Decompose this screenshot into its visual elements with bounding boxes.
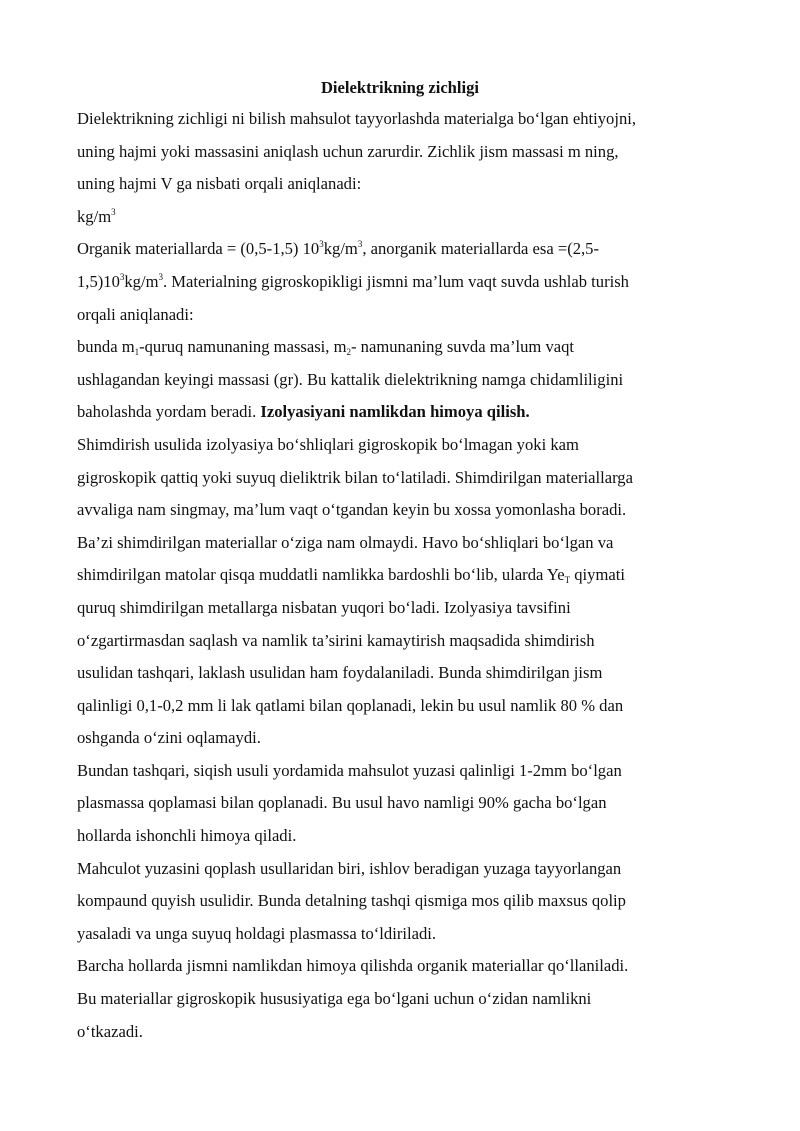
subscript: T	[564, 575, 571, 586]
text-line: Bundan tashqari, siqish usuli yordamida mahsulot yuzasi qalinligi 1-2mm bo‘lgan	[77, 760, 622, 780]
text-line: usulidan tashqari, laklash usulidan ham foydalaniladi. Bunda shimdirilgan jism	[77, 663, 603, 683]
text-span: -quruq namunaning massasi, m	[139, 337, 347, 357]
superscript: 3	[111, 206, 116, 217]
text-span: kg/m	[124, 271, 159, 291]
text-line	[77, 331, 737, 364]
superscript: 3	[119, 271, 125, 282]
text-span: . Materialning gigroskopikligi jismni ma’lum vaqt suvda ushlab turish	[163, 271, 629, 291]
text-span: baholashda yordam beradi.	[77, 402, 261, 422]
text-line: Barcha hollarda jismni namlikdan himoya qilishda organik materiallar qo‘llaniladi.	[77, 956, 629, 976]
superscript: 3	[357, 239, 363, 250]
text-line: uning hajmi yoki massasini aniqlash uchun zarurdir. Zichlik jism massasi m ning,	[77, 141, 619, 161]
text-line: qalinligi 0,1-0,2 mm li lak qatlami bilan qoplanadi, lekin bu usul namlik 80 % dan	[77, 695, 624, 715]
text-line	[77, 396, 737, 429]
text-span: bunda m	[77, 337, 135, 357]
text-line: Dielektrikning zichligi ni bilish mahsulot tayyorlashda materialga bo‘lgan ehtiyojni,	[77, 109, 636, 128]
text-line: yasaladi va unga suyuq holdagi plasmassa to‘ldiriladi.	[77, 923, 436, 943]
text-line: o‘tkazadi.	[77, 1021, 143, 1041]
text-line	[77, 201, 737, 234]
text-line: uning hajmi V ga nisbati orqali aniqlanadi:	[77, 174, 362, 194]
text-line: Ba’zi shimdirilgan materiallar o‘ziga nam olmaydi. Havo bo‘shliqlari bo‘lgan va	[77, 532, 614, 552]
text-line	[77, 233, 737, 266]
text-line: avvaliga nam singmay, ma’lum vaqt o‘tgandan keyin bu xossa yomonlasha boradi.	[77, 500, 627, 520]
subscript: 1	[134, 347, 140, 358]
text-line: plasmassa qoplamasi bilan qoplanadi. Bu usul havo namligi 90% gacha bo‘lgan	[77, 793, 607, 813]
subscript: 2	[346, 347, 351, 358]
superscript: 3	[319, 239, 324, 250]
text-span: , anorganik materiallarda esa =(2,5-	[362, 239, 599, 259]
text-line: hollarda ishonchli himoya qiladi.	[77, 826, 297, 846]
text-span: - namunaning suvda ma’lum vaqt	[351, 337, 575, 357]
text-line: Bu materiallar gigroskopik hususiyatiga ega bo‘lgani uchun o‘zidan namlikni	[77, 989, 592, 1009]
superscript: 3	[158, 271, 163, 282]
document-body	[77, 103, 737, 1048]
text-line: Shimdirish usulida izolyasiya bo‘shliqlari gigroskopik bo‘lmagan yoki kam	[77, 434, 579, 454]
text-line: Mahculot yuzasini qoplash usullaridan biri, ishlov beradigan yuzaga tayyorlangan	[77, 858, 622, 878]
text-line: kompaund quyish usulidir. Bunda detalning tashqi qismiga mos qilib maxsus qolip	[77, 891, 626, 911]
text-span: shimdirilgan matolar qisqa muddatli namlikka bardoshli bo‘lib, ularda Ye	[77, 565, 565, 585]
text-line: gigroskopik qattiq yoki suyuq dieliktrik bilan to‘latiladi. Shimdirilgan materiallarga	[77, 467, 633, 487]
text-line: o‘zgartirmasdan saqlash va namlik ta’sirini kamaytirish maqsadida shimdirish	[77, 630, 595, 650]
text-span: 1,5)10	[77, 271, 120, 291]
text-line: orqali aniqlanadi:	[77, 304, 194, 324]
text-line: ushlagandan keyingi massasi (gr). Bu kattalik dielektrikning namga chidamliligini	[77, 369, 624, 389]
text-span: Organik materiallarda = (0,5-1,5) 10	[77, 239, 320, 259]
text-line: quruq shimdirilgan metallarga nisbatan yuqori bo‘ladi. Izolyasiya tavsifini	[77, 597, 571, 617]
document-title: Dielektrikning zichligi	[320, 78, 480, 97]
text-line	[77, 266, 737, 299]
text-line: oshganda o‘zini oqlamaydi.	[77, 728, 261, 748]
text-span: kg/m	[323, 239, 358, 259]
unit-text: kg/m	[77, 206, 112, 226]
section-heading: Izolyasiyani namlikdan himoya qilish.	[260, 402, 530, 422]
text-line	[77, 559, 737, 592]
text-span: qiymati	[570, 565, 625, 585]
